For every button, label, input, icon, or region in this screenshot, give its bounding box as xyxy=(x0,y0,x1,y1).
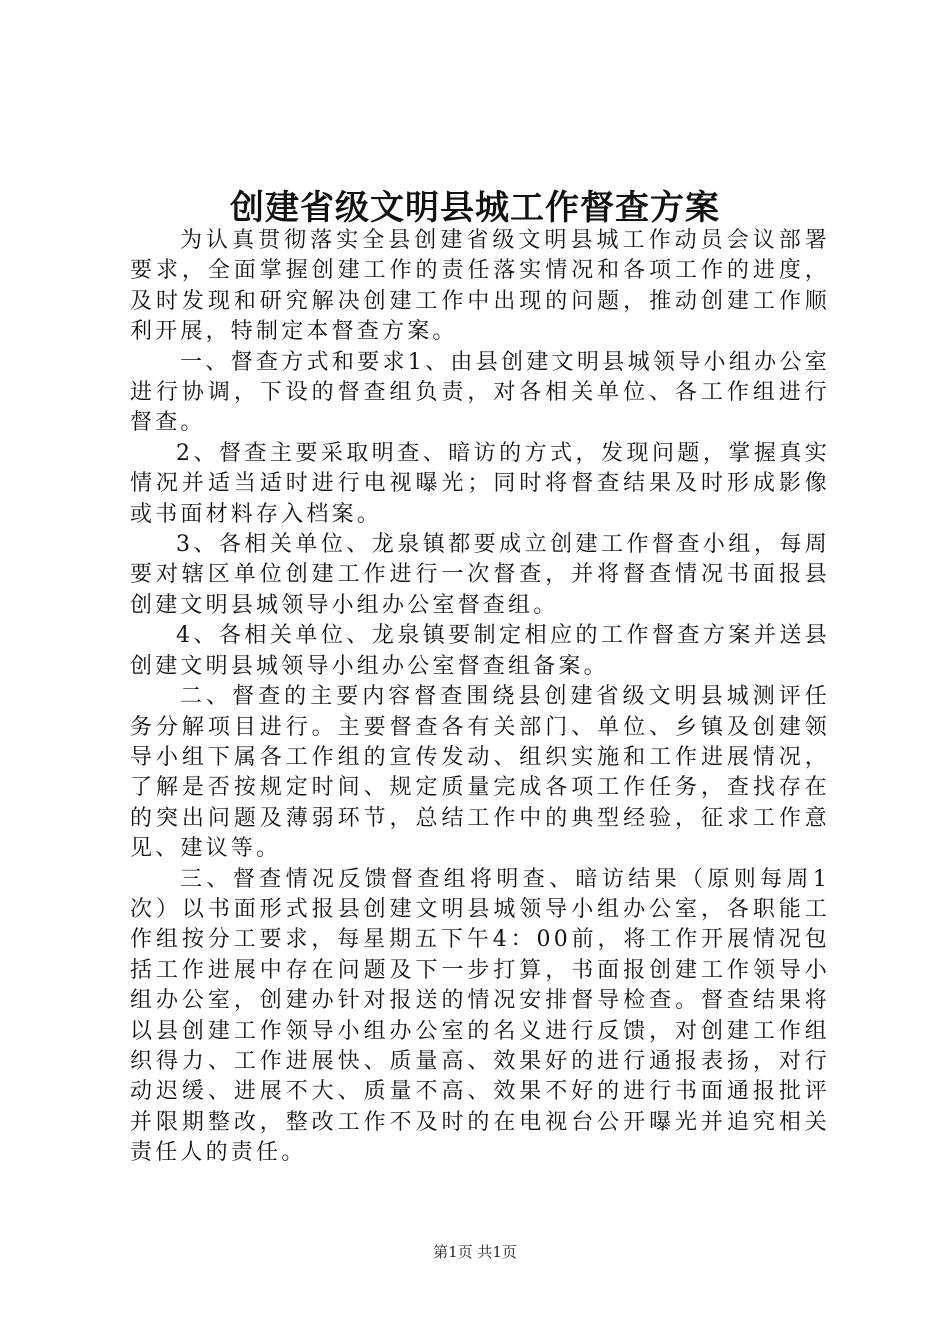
document-body xyxy=(130,226,830,1169)
paragraph-item-4: 4、各相关单位、龙泉镇要制定相应的工作督查方案并送县创建文明县城领导小组办公室督查组备案。 xyxy=(130,623,830,679)
paragraph-section-1: 一、督查方式和要求1、由县创建文明县城领导小组办公室进行协调，下设的督查组负责，对各相关单位、各工作组进行督查。 xyxy=(130,349,830,436)
paragraph-item-2: 2、督查主要采取明查、暗访的方式，发现问题，掌握真实情况并适当适时进行电视曝光；同时将督查结果及时形成影像或书面材料存入档案。 xyxy=(130,440,830,527)
paragraph-section-3: 三、督查情况反馈督查组将明查、暗访结果（原则每周1次）以书面形式报县创建文明县城领导小组办公室，各职能工作组按分工要求，每星期五下午4：00前，将工作开展情况包括工作进展中存在问题及下一步打算，书面报创建工作领导小组办公室，创建办针对报送的情况安排督导检查。督查结果将以县创建工作领导小组办公室的名义进行反馈，对创建工作组织得力、工作进展快、质量高、效果好的进行通报表扬，对行动迟缓、进展不大、质量不高、效果不好的进行书面通报批评并限期整改，整改工作不及时的在电视台公开曝光并追究相关责任人的责任。 xyxy=(130,866,830,1166)
paragraph-item-3: 3、各相关单位、龙泉镇都要成立创建工作督查小组，每周要对辖区单位创建工作进行一次督查，并将督查情况书面报县创建文明县城领导小组办公室督查组。 xyxy=(130,532,830,618)
paragraph-intro: 为认真贯彻落实全县创建省级文明县城工作动员会议部署要求，全面掌握创建工作的责任落实情况和各项工作的进度，及时发现和研究解决创建工作中出现的问题，推动创建工作顺利开展，特制定本督查方案。 xyxy=(130,228,830,345)
document-title: 创建省级文明县城工作督查方案 xyxy=(230,188,720,228)
paragraph-section-2: 二、督查的主要内容督查围绕县创建省级文明县城测评任务分解项目进行。主要督查各有关部门、单位、乡镇及创建领导小组下属各工作组的宣传发动、组织实施和工作进展情况，了解是否按规定时间、规定质量完成各项工作任务，查找存在的突出问题及薄弱环节，总结工作中的典型经验，征求工作意见、建议等。 xyxy=(130,684,830,862)
page-number: 第1页 共1页 xyxy=(433,1243,517,1261)
